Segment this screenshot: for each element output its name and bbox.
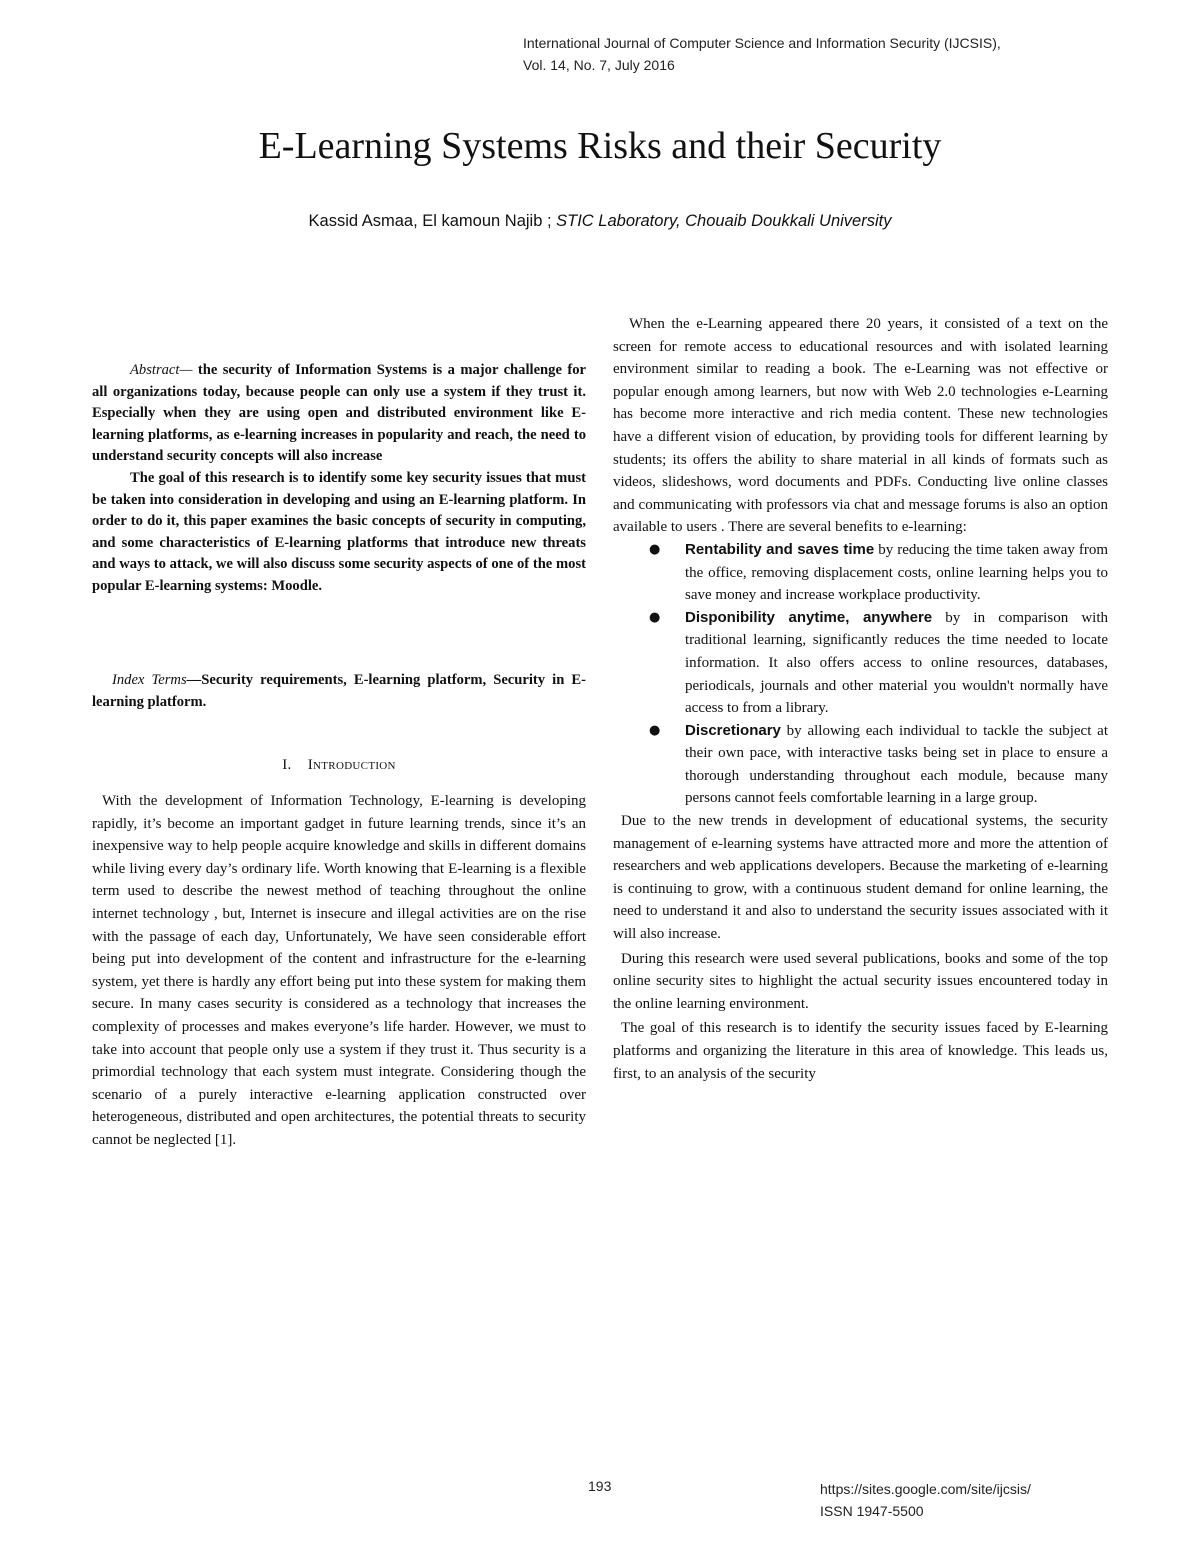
bullet-icon: ● (649, 722, 661, 738)
abstract-label: Abstract— (130, 362, 193, 378)
bullet-icon: ● (649, 609, 661, 625)
author-affiliation: STIC Laboratory, Chouaib Doukkali University (556, 212, 892, 230)
benefits-list (613, 539, 1108, 810)
section-number: I. (282, 757, 292, 773)
index-terms (92, 670, 586, 713)
list-item (613, 720, 1108, 810)
index-terms-label: Index Terms (112, 672, 187, 688)
introduction-body (92, 790, 586, 1152)
author-names: Kassid Asmaa, El kamoun Najib ; (308, 212, 557, 230)
abstract-paragraph-1: the security of Information Systems is a major challenge for all organizations today, because people can only use a system if they trust it. Especially when they are using open and distributed environment like E-learning platforms, as e-learning increases in popularity and reach, the need to understand security concepts will also increase (92, 362, 586, 465)
right-column (613, 313, 1108, 1087)
right-paragraph-2: Due to the new trends in development of educational systems, the security management of e-learning systems have attracted more and more the attention of researchers and web applications developers. Because the marketing of e-learning is continuing to grow, with a continuous student demand for online learning, the need to understand it and also to understand the security issues associated with it will also increase. (613, 813, 1108, 943)
footer-url[interactable]: https://sites.google.com/site/ijcsis/ (820, 1481, 1031, 1497)
benefit-term: Rentability and saves time (685, 540, 875, 558)
abstract-paragraph-2: The goal of this research is to identify some key security issues that must be taken into consideration in developing and using an E-learning platform. In order to do it, this paper examines the basic concepts of security in computing, and some characteristics of E-learning platforms that introduce new threats and ways to attack, we will also discuss some security aspects of one of the most popular E-learning systems: Moodle. (92, 469, 586, 594)
right-column-continued (613, 810, 1108, 1085)
benefit-text: by reducing the time taken away from the office, removing displacement costs, online learning helps you to save money and increase workplace productivity. (685, 541, 1108, 604)
list-item (613, 607, 1108, 720)
benefit-term: Discretionary (685, 721, 781, 739)
section-heading-introduction (92, 757, 586, 774)
page-number: 193 (588, 1478, 612, 1494)
footer-info (820, 1478, 1031, 1522)
journal-line-2: Vol. 14, No. 7, July 2016 (523, 57, 675, 73)
section-title: Introduction (307, 757, 396, 773)
author-line (0, 212, 1200, 231)
benefit-text: by allowing each individual to tackle the subject at their own pace, with interactive tasks being set in place to ensure a thorough understanding throughout each module, because many persons cannot feels comfortable learning in a large group. (685, 722, 1108, 807)
right-paragraph-4: The goal of this research is to identify the security issues faced by E-learning platforms and organizing the literature in this area of knowledge. This leads us, first, to an analysis of the security (613, 1020, 1108, 1082)
paper-title: E-Learning Systems Risks and their Security (258, 125, 942, 167)
right-paragraph-3: During this research were used several publications, books and some of the top online security sites to highlight the actual security issues encountered today in the online learning environment. (613, 950, 1108, 1012)
footer-issn: ISSN 1947-5500 (820, 1503, 924, 1519)
introduction-paragraph: With the development of Information Technology, E-learning is developing rapidly, it’s become an important gadget in future learning trends, since it’s an inexpensive way to help people acquire knowledge and skills in different domains while living every day’s ordinary life. Worth knowing that E-learning is a flexible term used to describe the newest method of teaching throughout the online internet technology , but, Internet is insecure and illegal activities are on the rise with the passage of each day, Unfortunately, We have seen considerable effort being put into development of the content and infrastructure for the e-learning system, yet there is hardly any effort being put into these system for making them secure. In many cases security is considered as a technology that increases the complexity of processes and makes everyone’s life harder. However, we must to take into account that people only use a system if they trust it. Thus security is a primordial technology that each system must integrate. Considering though the scenario of a purely interactive e-learning application constructed over heterogeneous, distributed and open architectures, the potential threats to security cannot be neglected [1]. (92, 793, 586, 1148)
right-paragraph-1: When the e-Learning appeared there 20 years, it consisted of a text on the screen for remote access to educational resources and with isolated learning environment similar to reading a book. The e-Learning was not effective or popular enough among learners, but now with Web 2.0 technologies e-Learning has become more interactive and rich media content. These new technologies have a different vision of education, by providing tools for different learning by students; its offers the ability to share material in all kinds of formats such as videos, slideshows, word documents and PDFs. Conducting live online classes and communicating with professors via chat and message forums is also an option available to users . There are several benefits to e-learning: (613, 316, 1108, 536)
benefit-text: by in comparison with traditional learning, significantly reduces the time needed to locate information. It also offers access to online resources, databases, periodicals, journals and other material you wouldn't normally have access to from a library. (685, 609, 1108, 717)
bullet-icon: ● (649, 541, 661, 557)
index-terms-text: —Security requirements, E-learning platform, Security in E-learning platform. (92, 672, 586, 710)
benefit-term: Disponibility anytime, anywhere (685, 608, 933, 626)
list-item (613, 539, 1108, 607)
abstract (92, 360, 586, 598)
journal-header (523, 32, 1001, 76)
journal-line-1: International Journal of Computer Science and Information Security (IJCSIS), (523, 35, 1001, 51)
